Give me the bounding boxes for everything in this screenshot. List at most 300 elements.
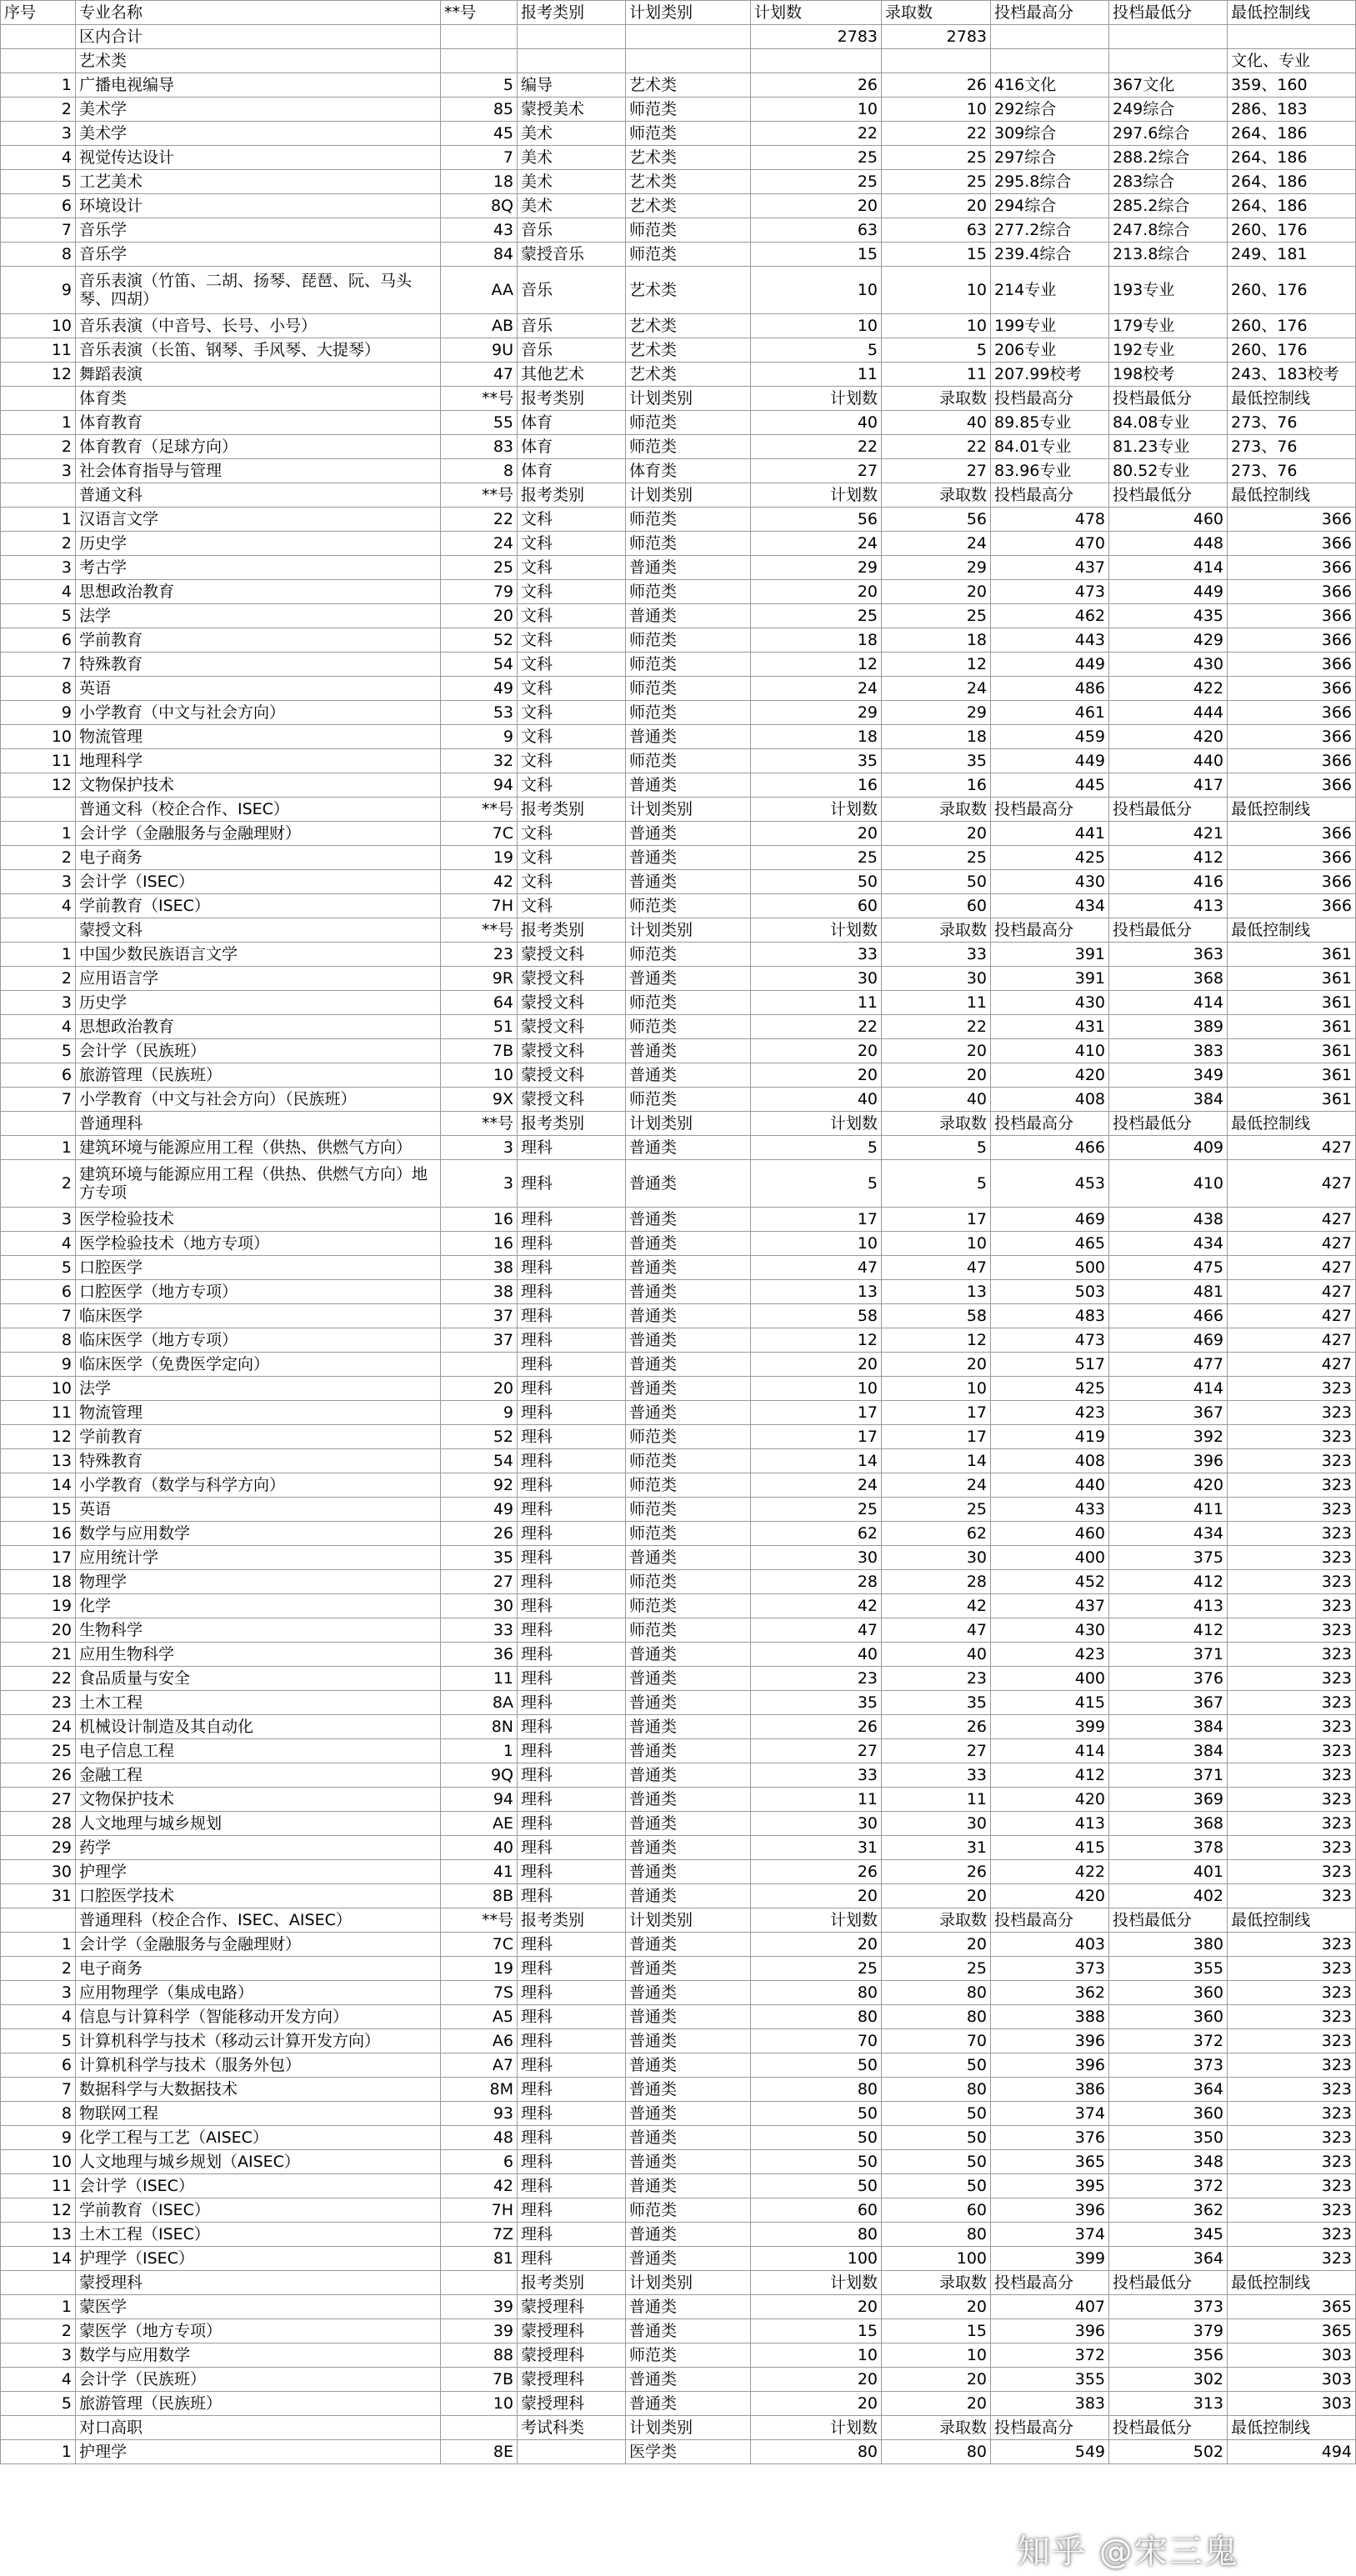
cell-control-line: 286、183 — [1228, 98, 1356, 122]
cell-plan-category: 普通类 — [626, 1280, 751, 1304]
cell-admit-count: 20 — [882, 580, 991, 604]
cell-major: 应用语言学 — [76, 967, 441, 991]
table-row — [1, 1643, 1356, 1667]
table-row — [1, 2295, 1356, 2319]
cell-min-score: 429 — [1109, 628, 1228, 653]
cell-min-score: 179专业 — [1109, 314, 1228, 338]
cell-plan-category: 普通类 — [626, 725, 751, 749]
cell-min-score: 369 — [1109, 1788, 1228, 1812]
cell-control-line: 323 — [1228, 1594, 1356, 1618]
table-row — [1, 1498, 1356, 1522]
table-row — [1, 1908, 1356, 1933]
table-row — [1, 1594, 1356, 1618]
cell-major: 艺术类 — [76, 49, 441, 73]
cell-control-line: 323 — [1228, 1691, 1356, 1715]
cell-min-score: 384 — [1109, 1739, 1228, 1763]
cell-code: 19 — [441, 1957, 518, 1981]
cell-max-score: 473 — [991, 1328, 1109, 1353]
cell-min-score: 434 — [1109, 1522, 1228, 1546]
cell-admit-count: 50 — [882, 2174, 991, 2198]
cell-plan-category: 计划类别 — [626, 387, 751, 411]
cell-plan-count: 20 — [751, 194, 882, 218]
cell-min-score: 412 — [1109, 1570, 1228, 1594]
cell-min-score: 389 — [1109, 1015, 1228, 1039]
cell-control-line: 323 — [1228, 1981, 1356, 2005]
cell-admit-count: 录取数 — [882, 798, 991, 822]
cell-code: 93 — [441, 2102, 518, 2126]
cell-seq: 5 — [1, 1256, 76, 1280]
cell-admit-count: 58 — [882, 1304, 991, 1328]
cell-plan-category: 普通类 — [626, 2295, 751, 2319]
cell-max-score: 430 — [991, 991, 1109, 1015]
table-row — [1, 363, 1356, 387]
cell-admit-count: 33 — [882, 1763, 991, 1788]
cell-admit-count: 22 — [882, 435, 991, 459]
cell-major: 临床医学 — [76, 1304, 441, 1328]
cell-plan-category: 普通类 — [626, 1546, 751, 1570]
cell-min-score: 379 — [1109, 2319, 1228, 2343]
cell-exam-category: 文科 — [518, 701, 626, 725]
cell-max-score — [991, 49, 1109, 73]
cell-plan-count: 20 — [751, 2392, 882, 2416]
cell-control-line: 361 — [1228, 1015, 1356, 1039]
cell-exam-category: 理科 — [518, 1473, 626, 1498]
cell-control-line: 最低控制线 — [1228, 1112, 1356, 1136]
cell-seq: 6 — [1, 1063, 76, 1088]
cell-plan-category: 普通类 — [626, 2078, 751, 2102]
cell-exam-category: 体育 — [518, 411, 626, 435]
table-row — [1, 1280, 1356, 1304]
cell-plan-count: 80 — [751, 2440, 882, 2464]
table-row — [1, 2440, 1356, 2464]
cell-plan-count: 62 — [751, 1522, 882, 1546]
cell-code — [441, 25, 518, 49]
cell-control-line: 361 — [1228, 991, 1356, 1015]
cell-control-line: 323 — [1228, 1763, 1356, 1788]
cell-seq: 3 — [1, 2343, 76, 2368]
cell-admit-count: 13 — [882, 1280, 991, 1304]
cell-plan-count: 50 — [751, 870, 882, 894]
cell-plan-category: 普通类 — [626, 2053, 751, 2078]
cell-exam-category: 体育 — [518, 459, 626, 483]
cell-min-score: 投档最低分 — [1109, 918, 1228, 943]
cell-max-score: 469 — [991, 1208, 1109, 1232]
cell-min-score: 349 — [1109, 1063, 1228, 1088]
table-row — [1, 1667, 1356, 1691]
cell-code: 85 — [441, 98, 518, 122]
zhihu-watermark: 知乎 @宋三鬼 — [1017, 2533, 1239, 2571]
cell-min-score: 449 — [1109, 580, 1228, 604]
cell-major: 物理学 — [76, 1570, 441, 1594]
cell-seq: 12 — [1, 363, 76, 387]
cell-seq: 5 — [1, 604, 76, 628]
table-row — [1, 1063, 1356, 1088]
table-row — [1, 122, 1356, 146]
cell-major: 小学教育（数学与科学方向） — [76, 1473, 441, 1498]
cell-seq: 26 — [1, 1763, 76, 1788]
cell-control-line: 494 — [1228, 2440, 1356, 2464]
cell-major: 口腔医学 — [76, 1256, 441, 1280]
cell-plan-count: 26 — [751, 1715, 882, 1739]
cell-min-score: 283综合 — [1109, 170, 1228, 194]
cell-exam-category: 体育 — [518, 435, 626, 459]
cell-admit-count: 50 — [882, 870, 991, 894]
cell-max-score: 473 — [991, 580, 1109, 604]
table-row — [1, 2416, 1356, 2440]
cell-seq — [1, 918, 76, 943]
cell-seq: 1 — [1, 1136, 76, 1160]
cell-plan-category: 师范类 — [626, 98, 751, 122]
cell-seq: 11 — [1, 749, 76, 773]
cell-major: 音乐表演（中音号、长号、小号） — [76, 314, 441, 338]
cell-code: 55 — [441, 411, 518, 435]
cell-min-score — [1109, 49, 1228, 73]
cell-max-score: 投档最高分 — [991, 798, 1109, 822]
cell-min-score: 350 — [1109, 2126, 1228, 2150]
cell-plan-category: 普通类 — [626, 1884, 751, 1908]
cell-control-line: 最低控制线 — [1228, 483, 1356, 508]
cell-max-score: 449 — [991, 653, 1109, 677]
cell-max-score: 214专业 — [991, 267, 1109, 314]
cell-admit-count: 14 — [882, 1449, 991, 1473]
cell-control-line: 260、176 — [1228, 314, 1356, 338]
cell-admit-count: 10 — [882, 98, 991, 122]
cell-exam-category: 理科 — [518, 1884, 626, 1908]
cell-exam-category: 蒙授音乐 — [518, 243, 626, 267]
cell-major: 体育类 — [76, 387, 441, 411]
cell-min-score: 投档最低分 — [1109, 798, 1228, 822]
cell-max-score: 437 — [991, 556, 1109, 580]
cell-admit-count: 录取数 — [882, 2416, 991, 2440]
cell-plan-category: 普通类 — [626, 2150, 751, 2174]
cell-code: 9X — [441, 1088, 518, 1112]
cell-plan-category: 师范类 — [626, 2198, 751, 2223]
cell-plan-count: 50 — [751, 2102, 882, 2126]
cell-admit-count: 18 — [882, 725, 991, 749]
cell-seq — [1, 2271, 76, 2295]
cell-control-line: 323 — [1228, 2247, 1356, 2271]
table-row — [1, 1425, 1356, 1449]
table-row — [1, 1401, 1356, 1425]
cell-code: 36 — [441, 1643, 518, 1667]
cell-min-score: 367 — [1109, 1691, 1228, 1715]
cell-max-score: 420 — [991, 1884, 1109, 1908]
cell-admit-count: 20 — [882, 2295, 991, 2319]
cell-exam-category: 理科 — [518, 1256, 626, 1280]
table-row — [1, 725, 1356, 749]
cell-max-score: 449 — [991, 749, 1109, 773]
cell-plan-count: 计划数 — [751, 918, 882, 943]
table-row — [1, 749, 1356, 773]
cell-code: 37 — [441, 1304, 518, 1328]
cell-exam-category: 文科 — [518, 556, 626, 580]
cell-admit-count: 30 — [882, 1546, 991, 1570]
cell-plan-category: 师范类 — [626, 677, 751, 701]
cell-plan-category: 师范类 — [626, 411, 751, 435]
cell-major: 应用物理学（集成电路） — [76, 1981, 441, 2005]
cell-code: 8E — [441, 2440, 518, 2464]
cell-plan-category: 普通类 — [626, 967, 751, 991]
cell-control-line: 366 — [1228, 653, 1356, 677]
cell-major: 数学与应用数学 — [76, 1522, 441, 1546]
cell-admit-count: 5 — [882, 1136, 991, 1160]
cell-min-score: 417 — [1109, 773, 1228, 798]
cell-code: 47 — [441, 363, 518, 387]
cell-min-score: 460 — [1109, 508, 1228, 532]
cell-plan-count: 80 — [751, 2005, 882, 2029]
cell-control-line: 323 — [1228, 2102, 1356, 2126]
table-row — [1, 967, 1356, 991]
cell-plan-count: 计划数 — [751, 2416, 882, 2440]
table-row — [1, 822, 1356, 846]
cell-major: 学前教育 — [76, 1425, 441, 1449]
cell-plan-category: 师范类 — [626, 435, 751, 459]
cell-plan-category: 艺术类 — [626, 170, 751, 194]
table-row — [1, 773, 1356, 798]
cell-exam-category: 理科 — [518, 1860, 626, 1884]
cell-plan-category: 计划类别 — [626, 2416, 751, 2440]
cell-exam-category: 理科 — [518, 1643, 626, 1667]
cell-max-score: 399 — [991, 2247, 1109, 2271]
cell-min-score: 469 — [1109, 1328, 1228, 1353]
cell-plan-category: 师范类 — [626, 1088, 751, 1112]
cell-control-line: 323 — [1228, 2005, 1356, 2029]
cell-major: 舞蹈表演 — [76, 363, 441, 387]
cell-min-score: 477 — [1109, 1353, 1228, 1377]
cell-plan-category: 普通类 — [626, 1691, 751, 1715]
cell-seq: 2 — [1, 98, 76, 122]
cell-control-line: 323 — [1228, 2198, 1356, 2223]
cell-control-line: 273、76 — [1228, 411, 1356, 435]
cell-plan-count: 计划数 — [751, 387, 882, 411]
cell-code — [441, 2271, 518, 2295]
cell-seq: 11 — [1, 338, 76, 363]
cell-code: 81 — [441, 2247, 518, 2271]
cell-plan-category: 普通类 — [626, 2223, 751, 2247]
cell-code: 11 — [441, 1667, 518, 1691]
cell-admit-count: 20 — [882, 1063, 991, 1088]
cell-admit-count: 50 — [882, 2102, 991, 2126]
cell-code: 7 — [441, 146, 518, 170]
cell-exam-category: 理科 — [518, 1618, 626, 1643]
cell-control-line: 366 — [1228, 677, 1356, 701]
cell-min-score: 422 — [1109, 677, 1228, 701]
cell-plan-count: 25 — [751, 1957, 882, 1981]
cell-plan-count: 20 — [751, 1063, 882, 1088]
cell-exam-category: 理科 — [518, 1957, 626, 1981]
cell-seq: 19 — [1, 1594, 76, 1618]
cell-major: 医学检验技术（地方专项） — [76, 1232, 441, 1256]
cell-min-score: 412 — [1109, 1618, 1228, 1643]
cell-exam-category: 理科 — [518, 1208, 626, 1232]
cell-exam-category: 理科 — [518, 2078, 626, 2102]
cell-max-score: 549 — [991, 2440, 1109, 2464]
cell-major: 金融工程 — [76, 1763, 441, 1788]
cell-code: 5 — [441, 73, 518, 98]
cell-major: 生物科学 — [76, 1618, 441, 1643]
cell-plan-count: 18 — [751, 628, 882, 653]
cell-control-line: 361 — [1228, 943, 1356, 967]
cell-exam-category: 理科 — [518, 1328, 626, 1353]
cell-min-score: 364 — [1109, 2247, 1228, 2271]
cell-code: 92 — [441, 1473, 518, 1498]
cell-min-score: 368 — [1109, 967, 1228, 991]
cell-admit-count: 11 — [882, 363, 991, 387]
cell-plan-category: 计划类别 — [626, 918, 751, 943]
cell-control-line: 303 — [1228, 2392, 1356, 2416]
cell-control-line: 249、181 — [1228, 243, 1356, 267]
cell-code: 9 — [441, 725, 518, 749]
cell-admit-count: 20 — [882, 822, 991, 846]
cell-admit-count: 30 — [882, 1812, 991, 1836]
cell-plan-count: 60 — [751, 2198, 882, 2223]
cell-max-score — [991, 25, 1109, 49]
cell-major: 普通文科 — [76, 483, 441, 508]
cell-admit-count: 25 — [882, 170, 991, 194]
cell-min-score: 435 — [1109, 604, 1228, 628]
cell-code: 7B — [441, 2368, 518, 2392]
cell-control-line: 264、186 — [1228, 170, 1356, 194]
cell-max-score: 239.4综合 — [991, 243, 1109, 267]
cell-min-score: 414 — [1109, 556, 1228, 580]
cell-major: 人文地理与城乡规划（AISEC） — [76, 2150, 441, 2174]
cell-code: 39 — [441, 2295, 518, 2319]
cell-code: 9U — [441, 338, 518, 363]
cell-max-score: 396 — [991, 2029, 1109, 2053]
cell-seq: 1 — [1, 411, 76, 435]
cell-exam-category: 文科 — [518, 725, 626, 749]
cell-plan-category: 普通类 — [626, 1643, 751, 1667]
cell-max-score: 396 — [991, 2319, 1109, 2343]
table-row — [1, 2271, 1356, 2295]
cell-control-line: 最低控制线 — [1228, 1, 1356, 25]
cell-plan-count: 10 — [751, 1377, 882, 1401]
cell-code: 25 — [441, 556, 518, 580]
cell-max-score: 460 — [991, 1522, 1109, 1546]
cell-plan-count: 42 — [751, 1594, 882, 1618]
cell-plan-count: 47 — [751, 1618, 882, 1643]
cell-plan-category: 普通类 — [626, 1136, 751, 1160]
cell-admit-count: 80 — [882, 2078, 991, 2102]
cell-major: 医学检验技术 — [76, 1208, 441, 1232]
cell-seq: 18 — [1, 1570, 76, 1594]
cell-admit-count: 17 — [882, 1425, 991, 1449]
cell-control-line: 427 — [1228, 1328, 1356, 1353]
cell-exam-category: 编导 — [518, 73, 626, 98]
cell-min-score: 297.6综合 — [1109, 122, 1228, 146]
cell-min-score: 投档最低分 — [1109, 1112, 1228, 1136]
cell-control-line: 366 — [1228, 701, 1356, 725]
cell-max-score: 投档最高分 — [991, 387, 1109, 411]
cell-control-line: 323 — [1228, 2150, 1356, 2174]
cell-exam-category: 文科 — [518, 870, 626, 894]
cell-seq: 2 — [1, 532, 76, 556]
cell-min-score: 367 — [1109, 1401, 1228, 1425]
cell-seq: 16 — [1, 1522, 76, 1546]
cell-major: 会计学（民族班） — [76, 2368, 441, 2392]
cell-code: 49 — [441, 1498, 518, 1522]
cell-control-line: 323 — [1228, 1377, 1356, 1401]
cell-admit-count: 22 — [882, 1015, 991, 1039]
cell-major: 音乐学 — [76, 243, 441, 267]
cell-plan-count: 24 — [751, 532, 882, 556]
cell-exam-category: 报考类别 — [518, 1908, 626, 1933]
cell-major: 药学 — [76, 1836, 441, 1860]
table-row — [1, 2029, 1356, 2053]
cell-exam-category: 理科 — [518, 2247, 626, 2271]
cell-plan-count: 11 — [751, 1788, 882, 1812]
cell-admit-count: 录取数 — [882, 1112, 991, 1136]
cell-exam-category: 理科 — [518, 1739, 626, 1763]
cell-control-line: 366 — [1228, 846, 1356, 870]
cell-plan-count: 20 — [751, 1353, 882, 1377]
cell-exam-category — [518, 25, 626, 49]
cell-max-score: 408 — [991, 1088, 1109, 1112]
cell-control-line: 365 — [1228, 2319, 1356, 2343]
cell-major: 思想政治教育 — [76, 580, 441, 604]
cell-major: 工艺美术 — [76, 170, 441, 194]
cell-code: 52 — [441, 1425, 518, 1449]
cell-code: 22 — [441, 508, 518, 532]
cell-min-score: 392 — [1109, 1425, 1228, 1449]
cell-control-line: 323 — [1228, 1401, 1356, 1425]
cell-plan-count: 47 — [751, 1256, 882, 1280]
cell-min-score: 302 — [1109, 2368, 1228, 2392]
cell-min-score: 247.8综合 — [1109, 218, 1228, 243]
cell-plan-count: 29 — [751, 701, 882, 725]
cell-code: 20 — [441, 604, 518, 628]
cell-admit-count: 26 — [882, 1860, 991, 1884]
table-row — [1, 2198, 1356, 2223]
cell-exam-category: 文科 — [518, 653, 626, 677]
cell-plan-count: 27 — [751, 1739, 882, 1763]
cell-major: 特殊教育 — [76, 1449, 441, 1473]
cell-code: 20 — [441, 1377, 518, 1401]
cell-code: **号 — [441, 1908, 518, 1933]
cell-plan-category: 师范类 — [626, 508, 751, 532]
cell-major: 美术学 — [76, 122, 441, 146]
cell-plan-count: 11 — [751, 363, 882, 387]
cell-plan-count — [751, 49, 882, 73]
cell-min-score: 371 — [1109, 1643, 1228, 1667]
cell-plan-category: 师范类 — [626, 701, 751, 725]
cell-plan-count: 计划数 — [751, 1908, 882, 1933]
cell-min-score: 409 — [1109, 1136, 1228, 1160]
cell-max-score: 483 — [991, 1304, 1109, 1328]
cell-major: 蒙医学 — [76, 2295, 441, 2319]
cell-major: 普通理科 — [76, 1112, 441, 1136]
cell-major: 建筑环境与能源应用工程（供热、供燃气方向） — [76, 1136, 441, 1160]
cell-min-score: 投档最低分 — [1109, 2416, 1228, 2440]
cell-min-score: 411 — [1109, 1498, 1228, 1522]
cell-min-score: 372 — [1109, 2029, 1228, 2053]
table-row — [1, 1691, 1356, 1715]
cell-min-score: 410 — [1109, 1160, 1228, 1208]
table-row — [1, 1812, 1356, 1836]
cell-plan-count: 15 — [751, 243, 882, 267]
cell-min-score: 402 — [1109, 1884, 1228, 1908]
cell-plan-category: 普通类 — [626, 2368, 751, 2392]
cell-control-line: 427 — [1228, 1256, 1356, 1280]
cell-admit-count: 80 — [882, 2223, 991, 2247]
cell-seq: 2 — [1, 967, 76, 991]
cell-min-score: 466 — [1109, 1304, 1228, 1328]
cell-code: 24 — [441, 532, 518, 556]
cell-admit-count: 20 — [882, 1353, 991, 1377]
cell-plan-count: 18 — [751, 725, 882, 749]
cell-code: 38 — [441, 1280, 518, 1304]
cell-admit-count: 10 — [882, 267, 991, 314]
